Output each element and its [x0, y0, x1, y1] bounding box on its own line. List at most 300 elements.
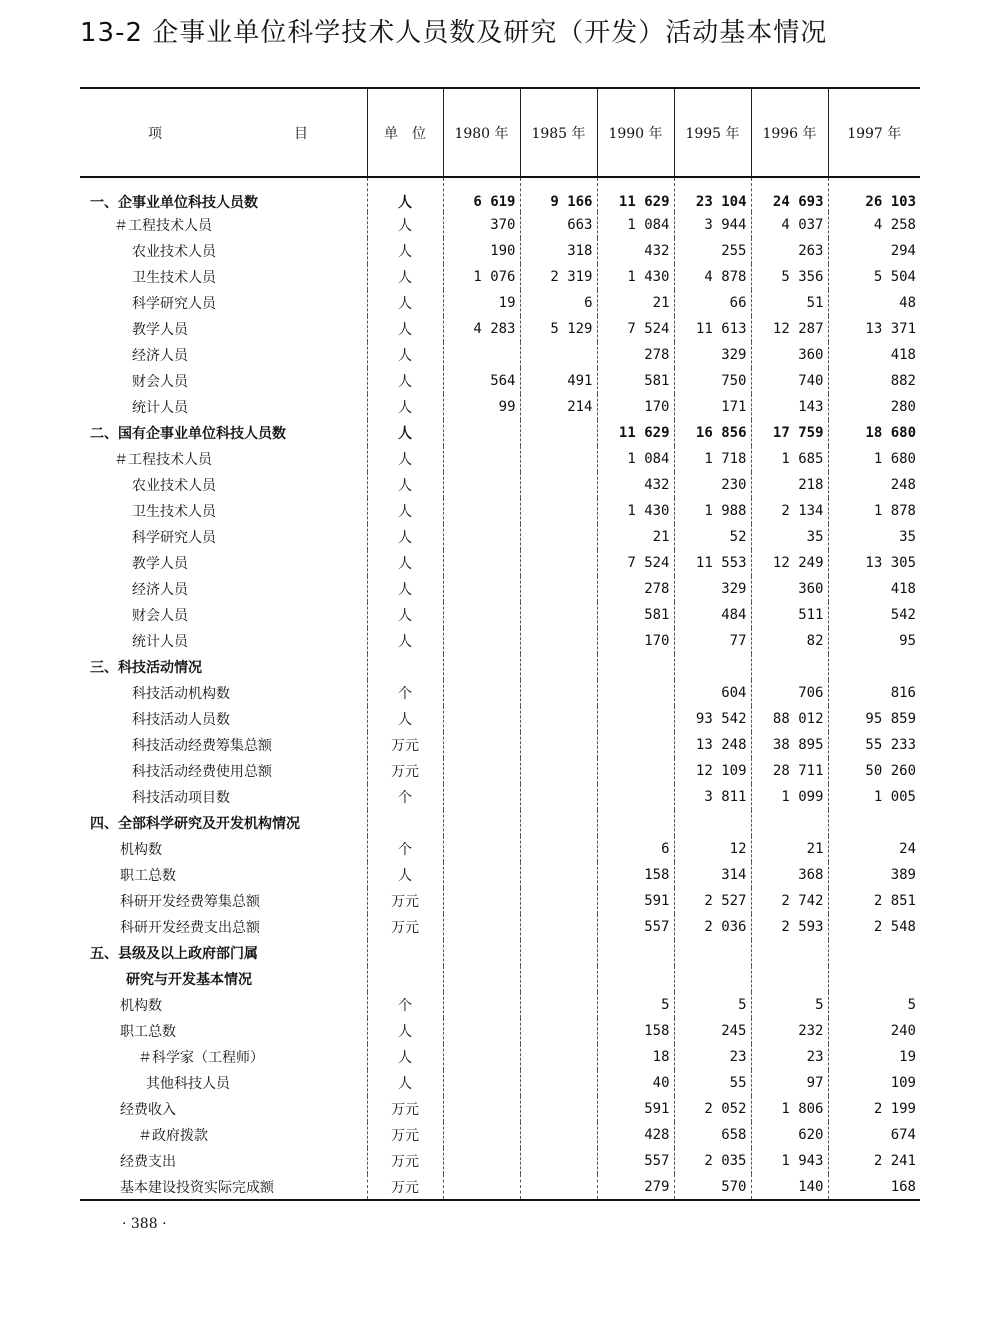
row-unit: 人 — [367, 1018, 443, 1044]
row-value-1985 — [520, 1174, 597, 1200]
row-unit: 个 — [367, 992, 443, 1018]
row-item-label: 四、全部科学研究及开发机构情况 — [90, 816, 300, 832]
row-value-1985 — [520, 472, 597, 498]
row-item-label: 职工总数 — [120, 868, 176, 884]
row-value-1985: 318 — [520, 238, 597, 264]
row-value-1990 — [597, 810, 674, 836]
row-unit: 人 — [367, 472, 443, 498]
row-value-1997: 389 — [828, 862, 920, 888]
header-item — [80, 88, 367, 177]
row-value-1990: 432 — [597, 238, 674, 264]
row-unit: 人 — [367, 706, 443, 732]
row-value-1990 — [597, 758, 674, 784]
row-value-1980 — [443, 1122, 520, 1148]
row-value-1980 — [443, 1148, 520, 1174]
row-value-1990 — [597, 784, 674, 810]
row-value-1996 — [751, 966, 828, 992]
row-unit: 人 — [367, 576, 443, 602]
row-value-1996: 368 — [751, 862, 828, 888]
row-item-label: ＃工程技术人员 — [114, 218, 212, 234]
row-value-1996: 1 806 — [751, 1096, 828, 1122]
table-row — [80, 992, 920, 1018]
header-year-1985: 1985 年 — [520, 88, 597, 177]
row-value-1980 — [443, 628, 520, 654]
row-value-1995: 12 — [674, 836, 751, 862]
table-row — [80, 732, 920, 758]
row-value-1996: 740 — [751, 368, 828, 394]
row-unit: 人 — [367, 446, 443, 472]
row-value-1990: 278 — [597, 576, 674, 602]
row-value-1985 — [520, 888, 597, 914]
row-value-1990: 6 — [597, 836, 674, 862]
row-value-1985 — [520, 1018, 597, 1044]
row-value-1996 — [751, 810, 828, 836]
header-unit: 单 位 — [367, 88, 443, 177]
row-item-label: 科技活动人员数 — [132, 712, 230, 728]
row-value-1985 — [520, 784, 597, 810]
row-value-1995: 23 104 — [674, 177, 751, 212]
table-row — [80, 446, 920, 472]
row-unit: 个 — [367, 784, 443, 810]
table-row — [80, 576, 920, 602]
row-value-1985 — [520, 836, 597, 862]
row-value-1985 — [520, 758, 597, 784]
row-value-1996: 23 — [751, 1044, 828, 1070]
row-value-1985 — [520, 732, 597, 758]
row-value-1985 — [520, 1148, 597, 1174]
row-item-label: 研究与开发基本情况 — [126, 972, 252, 988]
row-value-1990: 591 — [597, 888, 674, 914]
row-value-1995: 245 — [674, 1018, 751, 1044]
row-unit: 人 — [367, 1044, 443, 1070]
row-value-1995: 329 — [674, 576, 751, 602]
row-unit: 人 — [367, 316, 443, 342]
row-value-1996: 88 012 — [751, 706, 828, 732]
row-value-1997: 1 005 — [828, 784, 920, 810]
header-year-1990: 1990 年 — [597, 88, 674, 177]
row-value-1995: 604 — [674, 680, 751, 706]
row-value-1996: 143 — [751, 394, 828, 420]
row-item-label: 三、科技活动情况 — [90, 660, 202, 676]
row-unit: 万元 — [367, 1096, 443, 1122]
row-item-label: 职工总数 — [120, 1024, 176, 1040]
row-value-1985: 663 — [520, 212, 597, 238]
row-value-1996: 1 943 — [751, 1148, 828, 1174]
table-row — [80, 654, 920, 680]
row-value-1980 — [443, 1070, 520, 1096]
row-value-1997: 18 680 — [828, 420, 920, 446]
row-unit — [367, 966, 443, 992]
row-value-1980: 370 — [443, 212, 520, 238]
row-value-1995: 13 248 — [674, 732, 751, 758]
row-value-1995: 11 613 — [674, 316, 751, 342]
table-row — [80, 1018, 920, 1044]
row-value-1997: 5 504 — [828, 264, 920, 290]
row-value-1990: 21 — [597, 290, 674, 316]
row-value-1990: 278 — [597, 342, 674, 368]
row-value-1996: 706 — [751, 680, 828, 706]
row-item-label: 科学研究人员 — [132, 296, 216, 312]
row-value-1996: 17 759 — [751, 420, 828, 446]
row-value-1997 — [828, 654, 920, 680]
row-value-1997: 294 — [828, 238, 920, 264]
table-row — [80, 628, 920, 654]
row-value-1980 — [443, 550, 520, 576]
row-value-1985: 491 — [520, 368, 597, 394]
row-item-label: 科研开发经费筹集总额 — [120, 894, 260, 910]
row-item-label: 科技活动经费使用总额 — [132, 764, 272, 780]
table-row — [80, 1070, 920, 1096]
row-unit — [367, 654, 443, 680]
row-item-label: 科研开发经费支出总额 — [120, 920, 260, 936]
row-value-1996: 140 — [751, 1174, 828, 1200]
row-value-1995: 11 553 — [674, 550, 751, 576]
row-value-1997: 2 851 — [828, 888, 920, 914]
row-value-1995: 16 856 — [674, 420, 751, 446]
header-item-part2: 目 — [294, 125, 308, 142]
row-item-label: 科技活动项目数 — [132, 790, 230, 806]
row-unit: 人 — [367, 368, 443, 394]
row-item-label: 科技活动机构数 — [132, 686, 230, 702]
row-value-1996: 97 — [751, 1070, 828, 1096]
table-row — [80, 498, 920, 524]
row-value-1985 — [520, 1044, 597, 1070]
row-value-1990: 428 — [597, 1122, 674, 1148]
row-item-label: 财会人员 — [132, 608, 188, 624]
table-row — [80, 316, 920, 342]
row-unit: 人 — [367, 420, 443, 446]
row-value-1990: 21 — [597, 524, 674, 550]
page-number: · 388 · — [122, 1216, 167, 1232]
row-item-label: ＃科学家（工程师） — [138, 1050, 264, 1066]
row-item-label: 一、企事业单位科技人员数 — [90, 195, 258, 211]
row-unit: 个 — [367, 836, 443, 862]
row-value-1980 — [443, 498, 520, 524]
row-unit: 万元 — [367, 1122, 443, 1148]
row-value-1997: 19 — [828, 1044, 920, 1070]
row-value-1990: 279 — [597, 1174, 674, 1200]
table-row — [80, 810, 920, 836]
row-value-1990: 11 629 — [597, 420, 674, 446]
row-value-1996: 12 287 — [751, 316, 828, 342]
row-value-1980 — [443, 914, 520, 940]
table-row — [80, 836, 920, 862]
row-value-1995 — [674, 940, 751, 966]
row-value-1997: 674 — [828, 1122, 920, 1148]
row-value-1996: 360 — [751, 576, 828, 602]
row-value-1997: 2 241 — [828, 1148, 920, 1174]
table-row — [80, 368, 920, 394]
row-value-1996: 82 — [751, 628, 828, 654]
row-value-1980 — [443, 836, 520, 862]
row-value-1995 — [674, 810, 751, 836]
row-item-label: 卫生技术人员 — [132, 270, 216, 286]
row-value-1985 — [520, 914, 597, 940]
header-year-1980: 1980 年 — [443, 88, 520, 177]
table-header-row — [80, 88, 920, 177]
row-value-1995 — [674, 966, 751, 992]
row-value-1997 — [828, 940, 920, 966]
row-unit: 人 — [367, 177, 443, 212]
row-value-1996: 38 895 — [751, 732, 828, 758]
table-row — [80, 420, 920, 446]
row-value-1997: 1 680 — [828, 446, 920, 472]
row-value-1980 — [443, 940, 520, 966]
row-value-1997: 48 — [828, 290, 920, 316]
row-item-label: 统计人员 — [132, 400, 188, 416]
row-value-1990: 18 — [597, 1044, 674, 1070]
row-value-1990: 11 629 — [597, 177, 674, 212]
row-item-label: 其他科技人员 — [146, 1076, 230, 1092]
row-value-1980: 1 076 — [443, 264, 520, 290]
row-value-1995: 4 878 — [674, 264, 751, 290]
row-value-1996: 2 742 — [751, 888, 828, 914]
row-value-1980 — [443, 524, 520, 550]
table-row — [80, 177, 920, 212]
table-row — [80, 706, 920, 732]
row-value-1985 — [520, 862, 597, 888]
row-value-1985 — [520, 446, 597, 472]
row-value-1985 — [520, 1096, 597, 1122]
row-value-1980 — [443, 680, 520, 706]
row-value-1996: 21 — [751, 836, 828, 862]
header-item-part1: 项 — [148, 125, 162, 142]
row-value-1990: 40 — [597, 1070, 674, 1096]
row-unit: 人 — [367, 550, 443, 576]
row-unit — [367, 810, 443, 836]
row-item-label: 经费收入 — [120, 1102, 176, 1118]
row-value-1980 — [443, 472, 520, 498]
page-title: 13-2 企事业单位科学技术人员数及研究（开发）活动基本情况 — [80, 18, 828, 48]
row-value-1980 — [443, 654, 520, 680]
row-value-1995: 5 — [674, 992, 751, 1018]
row-value-1990: 7 524 — [597, 550, 674, 576]
row-unit: 人 — [367, 628, 443, 654]
row-value-1980 — [443, 966, 520, 992]
row-value-1985 — [520, 706, 597, 732]
row-value-1990: 170 — [597, 394, 674, 420]
row-value-1980 — [443, 706, 520, 732]
row-item-label: 科学研究人员 — [132, 530, 216, 546]
row-value-1980 — [443, 732, 520, 758]
row-value-1996: 2 593 — [751, 914, 828, 940]
row-value-1985 — [520, 550, 597, 576]
row-value-1985 — [520, 1122, 597, 1148]
row-value-1997: 816 — [828, 680, 920, 706]
row-unit: 人 — [367, 602, 443, 628]
row-value-1985 — [520, 576, 597, 602]
row-value-1997: 248 — [828, 472, 920, 498]
table-row — [80, 212, 920, 238]
row-value-1995: 314 — [674, 862, 751, 888]
row-value-1997: 95 859 — [828, 706, 920, 732]
table-row — [80, 394, 920, 420]
row-value-1980 — [443, 446, 520, 472]
table-row — [80, 1096, 920, 1122]
row-value-1995: 23 — [674, 1044, 751, 1070]
row-value-1980: 564 — [443, 368, 520, 394]
row-value-1980 — [443, 576, 520, 602]
table-row — [80, 914, 920, 940]
row-value-1995: 52 — [674, 524, 751, 550]
row-value-1996: 12 249 — [751, 550, 828, 576]
row-value-1996: 1 685 — [751, 446, 828, 472]
row-value-1996: 620 — [751, 1122, 828, 1148]
row-value-1990: 158 — [597, 1018, 674, 1044]
row-value-1985: 9 166 — [520, 177, 597, 212]
row-item-label: 二、国有企事业单位科技人员数 — [90, 426, 286, 442]
row-value-1995: 658 — [674, 1122, 751, 1148]
row-value-1980 — [443, 1018, 520, 1044]
row-value-1980: 190 — [443, 238, 520, 264]
row-value-1990 — [597, 940, 674, 966]
row-item-label: 基本建设投资实际完成额 — [80, 1174, 367, 1200]
row-value-1997: 542 — [828, 602, 920, 628]
row-value-1985 — [520, 420, 597, 446]
table-body — [80, 177, 920, 1200]
row-unit: 人 — [367, 524, 443, 550]
row-value-1990: 581 — [597, 602, 674, 628]
row-value-1980: 6 619 — [443, 177, 520, 212]
row-value-1980 — [443, 1096, 520, 1122]
row-value-1995: 484 — [674, 602, 751, 628]
row-value-1990: 1 430 — [597, 264, 674, 290]
header-year-1996: 1996 年 — [751, 88, 828, 177]
row-unit: 人 — [367, 264, 443, 290]
row-value-1996: 4 037 — [751, 212, 828, 238]
row-value-1995: 3 811 — [674, 784, 751, 810]
row-value-1996 — [751, 940, 828, 966]
table-row — [80, 888, 920, 914]
row-value-1996: 28 711 — [751, 758, 828, 784]
table-row — [80, 862, 920, 888]
row-unit: 人 — [367, 862, 443, 888]
row-value-1995: 2 527 — [674, 888, 751, 914]
row-unit: 万元 — [367, 888, 443, 914]
row-value-1995: 1 718 — [674, 446, 751, 472]
table-row — [80, 1044, 920, 1070]
row-value-1980 — [443, 784, 520, 810]
row-item-label: 经费支出 — [120, 1154, 176, 1170]
row-value-1980 — [443, 862, 520, 888]
row-value-1990 — [597, 706, 674, 732]
row-value-1996: 2 134 — [751, 498, 828, 524]
row-value-1996: 360 — [751, 342, 828, 368]
row-value-1997: 168 — [828, 1174, 920, 1200]
table-row — [80, 680, 920, 706]
row-item-label: 科技活动经费筹集总额 — [132, 738, 272, 754]
table-row — [80, 758, 920, 784]
row-item-label: 统计人员 — [132, 634, 188, 650]
row-value-1995: 570 — [674, 1174, 751, 1200]
row-value-1980 — [443, 1044, 520, 1070]
row-value-1980: 99 — [443, 394, 520, 420]
row-value-1985 — [520, 628, 597, 654]
row-value-1980 — [443, 758, 520, 784]
row-value-1997: 4 258 — [828, 212, 920, 238]
row-unit: 万元 — [367, 1148, 443, 1174]
row-value-1995: 1 988 — [674, 498, 751, 524]
row-value-1990 — [597, 732, 674, 758]
row-value-1996: 1 099 — [751, 784, 828, 810]
row-value-1996 — [751, 654, 828, 680]
row-value-1995: 230 — [674, 472, 751, 498]
row-unit: 个 — [367, 680, 443, 706]
row-value-1990: 581 — [597, 368, 674, 394]
row-value-1980: 4 283 — [443, 316, 520, 342]
row-value-1985 — [520, 810, 597, 836]
row-value-1985: 5 129 — [520, 316, 597, 342]
row-value-1996: 5 — [751, 992, 828, 1018]
row-item-label: 教学人员 — [132, 322, 188, 338]
row-value-1990: 432 — [597, 472, 674, 498]
row-value-1985 — [520, 654, 597, 680]
row-item-label: 农业技术人员 — [132, 478, 216, 494]
row-value-1996: 5 356 — [751, 264, 828, 290]
row-value-1985 — [520, 680, 597, 706]
row-value-1995 — [674, 654, 751, 680]
row-value-1997: 2 548 — [828, 914, 920, 940]
row-value-1997: 109 — [828, 1070, 920, 1096]
row-value-1980 — [443, 888, 520, 914]
row-value-1997: 280 — [828, 394, 920, 420]
row-value-1995: 12 109 — [674, 758, 751, 784]
row-value-1996: 51 — [751, 290, 828, 316]
row-value-1985: 214 — [520, 394, 597, 420]
header-year-1997: 1997 年 — [828, 88, 920, 177]
row-value-1990: 1 084 — [597, 212, 674, 238]
row-value-1990: 170 — [597, 628, 674, 654]
table-row — [80, 264, 920, 290]
row-value-1990: 591 — [597, 1096, 674, 1122]
statistics-table — [80, 87, 920, 1201]
row-value-1997: 35 — [828, 524, 920, 550]
row-value-1997: 240 — [828, 1018, 920, 1044]
row-value-1997: 2 199 — [828, 1096, 920, 1122]
row-item-label: 经济人员 — [132, 582, 188, 598]
row-value-1996: 232 — [751, 1018, 828, 1044]
table-row — [80, 784, 920, 810]
row-value-1995: 66 — [674, 290, 751, 316]
row-value-1985 — [520, 992, 597, 1018]
header-year-1995: 1995 年 — [674, 88, 751, 177]
row-value-1997: 26 103 — [828, 177, 920, 212]
table-row — [80, 940, 920, 966]
row-item-label: 卫生技术人员 — [132, 504, 216, 520]
row-value-1985 — [520, 342, 597, 368]
row-value-1990: 1 084 — [597, 446, 674, 472]
row-value-1985 — [520, 940, 597, 966]
row-unit: 人 — [367, 238, 443, 264]
table-row — [80, 472, 920, 498]
row-value-1990 — [597, 680, 674, 706]
row-value-1997 — [828, 966, 920, 992]
row-value-1985 — [520, 1070, 597, 1096]
row-value-1996: 24 693 — [751, 177, 828, 212]
row-value-1995: 171 — [674, 394, 751, 420]
row-unit — [367, 940, 443, 966]
row-item-label: 农业技术人员 — [132, 244, 216, 260]
row-unit: 万元 — [367, 732, 443, 758]
row-value-1995: 3 944 — [674, 212, 751, 238]
table-row — [80, 550, 920, 576]
row-unit: 人 — [367, 212, 443, 238]
table-row — [80, 966, 920, 992]
table-row — [80, 524, 920, 550]
row-item-label: ＃政府拨款 — [138, 1128, 208, 1144]
table-row — [80, 1174, 920, 1200]
row-value-1990 — [597, 654, 674, 680]
